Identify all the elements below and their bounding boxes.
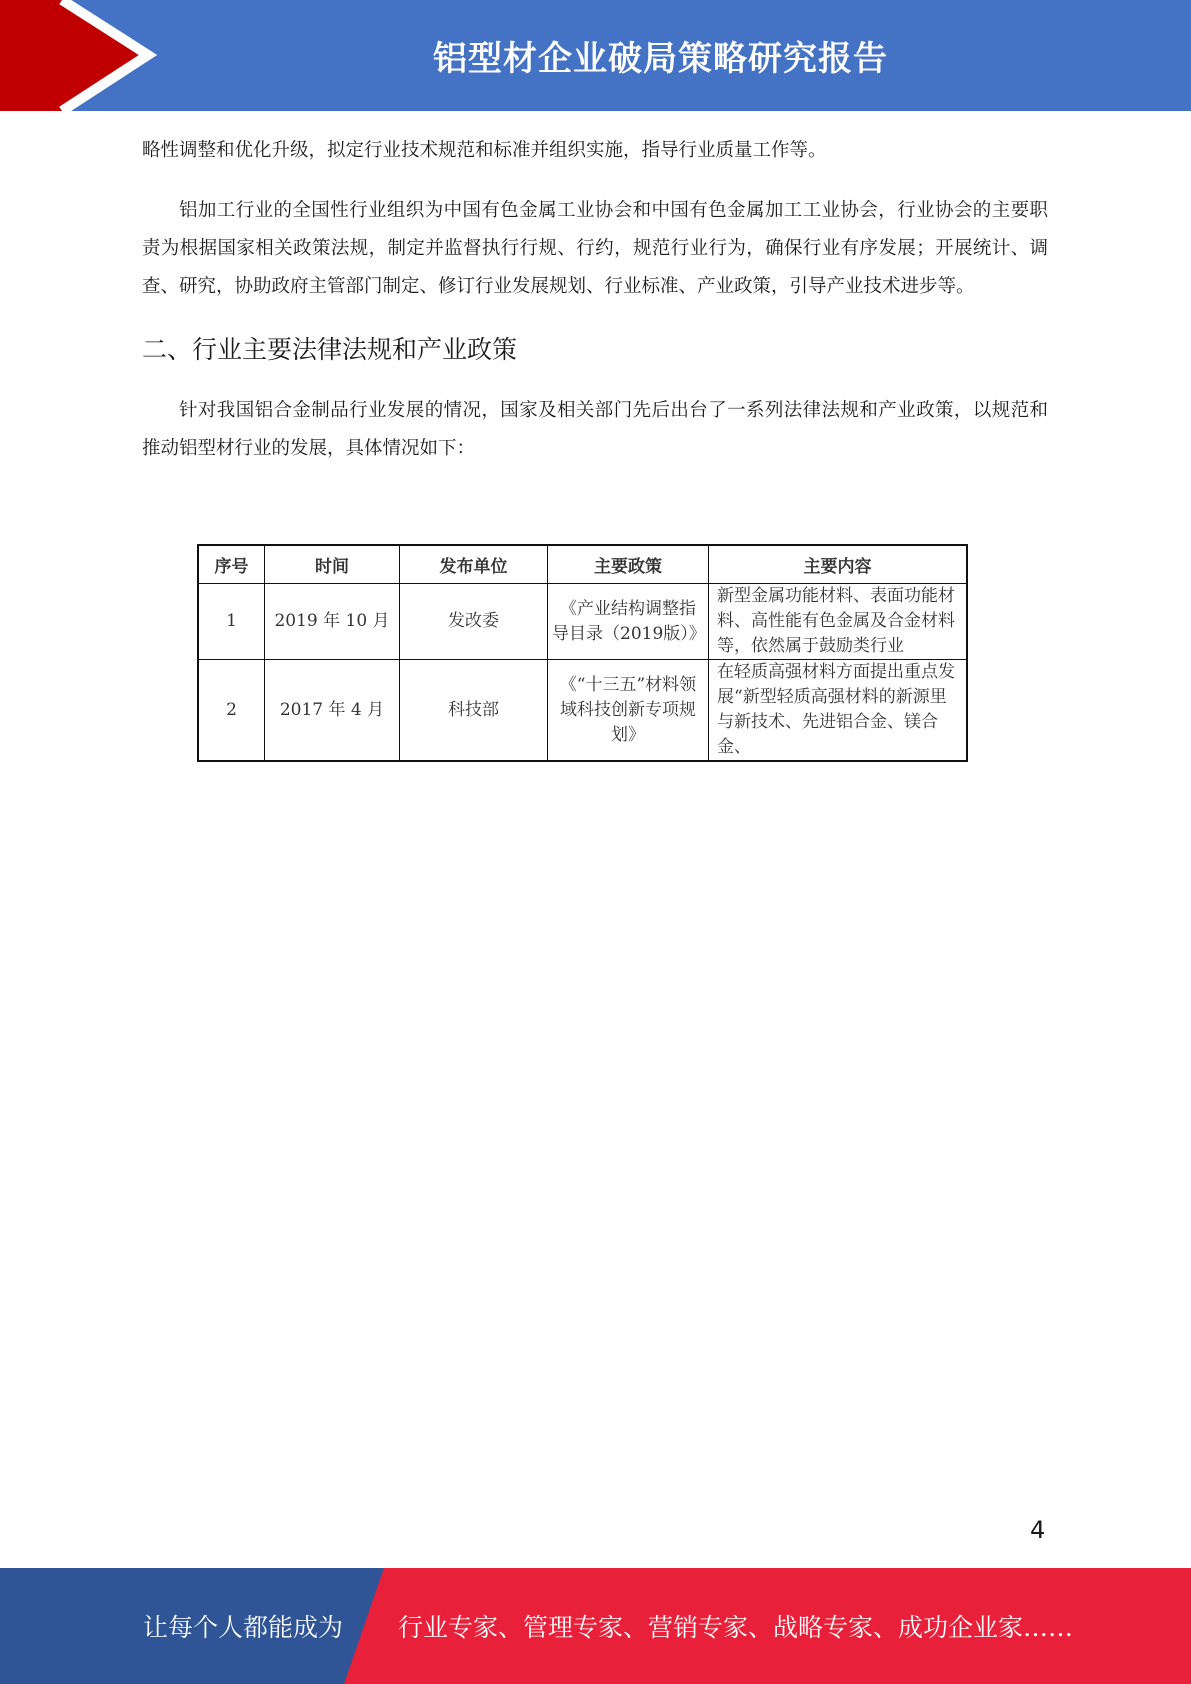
- cell-time: 2017 年 4 月: [265, 660, 400, 762]
- header-unit: 发布单位: [400, 545, 548, 584]
- cell-seq: 1: [198, 584, 265, 660]
- document-body: [142, 132, 1048, 468]
- header-policy: 主要政策: [548, 545, 709, 584]
- footer-slogan-left: 让每个人都能成为: [143, 1613, 344, 1642]
- page-footer: [0, 1568, 1191, 1684]
- cell-policy: 《产业结构调整指导目录（2019版）》: [548, 584, 709, 660]
- cell-unit: 科技部: [400, 660, 548, 762]
- table-header-row: [198, 545, 967, 584]
- footer-slogan-right: 行业专家、管理专家、营销专家、战略专家、成功企业家……: [398, 1613, 1074, 1642]
- header-time: 时间: [265, 545, 400, 584]
- section-heading: 二、行业主要法律法规和产业政策: [142, 335, 518, 364]
- page-number: 4: [1030, 1516, 1046, 1544]
- table-row: [198, 660, 967, 762]
- paragraph-industry-association: 铝加工行业的全国性行业组织为中国有色金属工业协会和中国有色金属加工工业协会，行业协会的主要职责为根据国家相关政策法规，制定并监督执行行规、行约，规范行业行为，确保行业有序发展；开展统计、调查、研究，协助政府主管部门制定、修订行业发展规划、行业标准、产业政策，引导产业技术进步等。: [142, 200, 1048, 297]
- paragraph-policy-intro: 针对我国铝合金制品行业发展的情况，国家及相关部门先后出台了一系列法律法规和产业政策，以规范和推动铝型材行业的发展，具体情况如下：: [142, 400, 1048, 459]
- header-content: 主要内容: [709, 545, 968, 584]
- cell-content: 新型金属功能材料、表面功能材料、高性能有色金属及合金材料等，依然属于鼓励类行业: [709, 584, 968, 660]
- cell-time: 2019 年 10 月: [265, 584, 400, 660]
- cell-unit: 发改委: [400, 584, 548, 660]
- page-header: [0, 0, 1191, 111]
- cell-seq: 2: [198, 660, 265, 762]
- cell-content: 在轻质高强材料方面提出重点发展“新型轻质高强材料的新源里与新技术、先进铝合金、镁合金、: [709, 660, 968, 762]
- header-seq: 序号: [198, 545, 265, 584]
- paragraph-regulation: 略性调整和优化升级，拟定行业技术规范和标准并组织实施，指导行业质量工作等。: [142, 140, 827, 161]
- cell-policy: 《“十三五”材料领域科技创新专项规划》: [548, 660, 709, 762]
- document-title: 铝型材企业破局策略研究报告: [433, 39, 888, 79]
- table-row: [198, 584, 967, 660]
- policy-table: [197, 544, 968, 762]
